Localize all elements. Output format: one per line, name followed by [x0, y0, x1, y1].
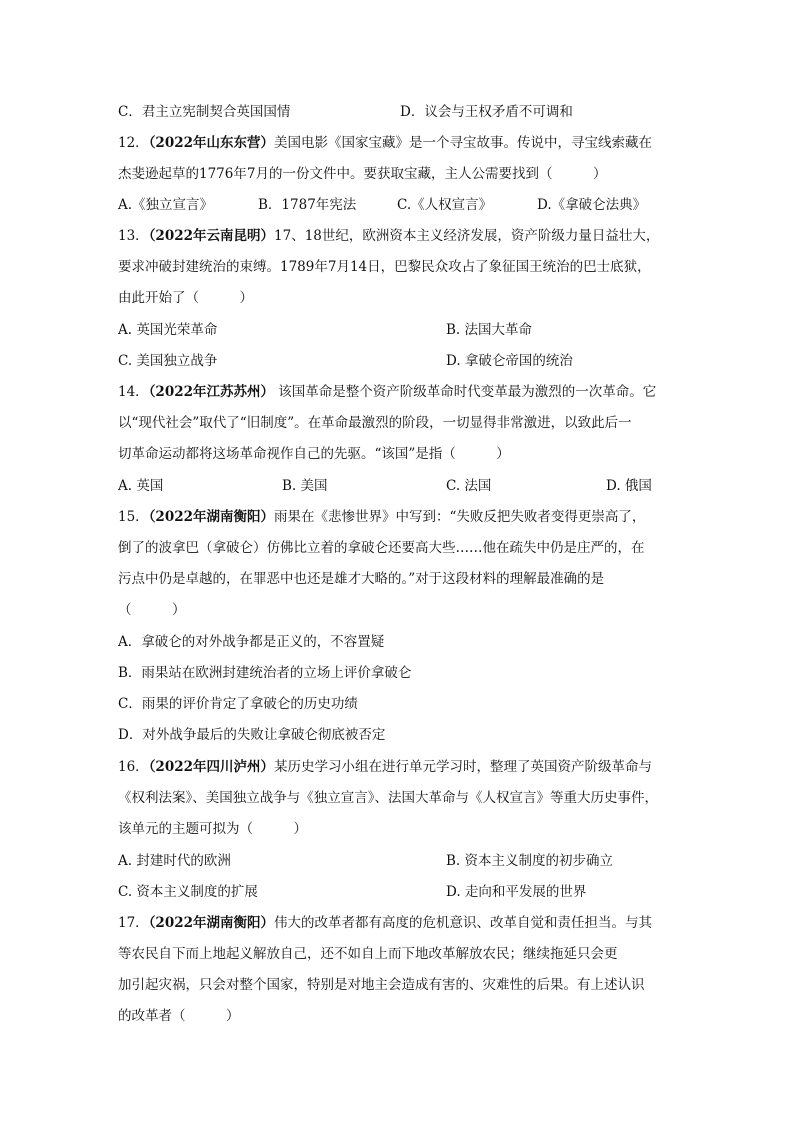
- q16-option-b: B. 资本主义制度的初步确立: [446, 853, 614, 869]
- q12-option-c: C.《人权宣言》: [397, 197, 493, 213]
- q15-option-b: B．雨果站在欧洲封建统治者的立场上评价拿破仑: [118, 665, 412, 681]
- q16-source: （2022年四川泸州）: [148, 759, 275, 775]
- q17-source: （2022年湖南衡阳）: [148, 915, 275, 931]
- q13-option-a: A. 英国光荣革命: [118, 322, 218, 338]
- q13-stem-line1: [118, 226, 659, 246]
- q14-option-c: C. 法国: [446, 478, 492, 494]
- q15-option-c: C．雨果的评价肯定了拿破仑的历史功绩: [118, 696, 358, 712]
- q15-stem-line4: （ ）: [118, 602, 186, 618]
- q16-stem-line1: [118, 757, 652, 777]
- q17-stem-text: 伟大的改革者都有高度的危机意识、改革自觉和责任担当。与其: [274, 915, 653, 931]
- q11-option-d: D．议会与王权矛盾不可调和: [400, 104, 573, 120]
- q14-stem-line3: 切革命运动都将这场革命视作自己的先驱。“该国”是指（ ）: [118, 446, 510, 462]
- q16-stem-text: 某历史学习小组在进行单元学习时，整理了英国资产阶级革命与: [274, 759, 653, 775]
- q16-option-d: D. 走向和平发展的世界: [446, 884, 587, 900]
- q12-stem-text: 美国电影《国家宝藏》是一个寻宝故事。传说中，寻宝线索藏在: [274, 135, 653, 151]
- q15-stem-line1: [118, 507, 645, 527]
- q14-option-b: B. 美国: [282, 478, 328, 494]
- q15-option-a: A．拿破仑的对外战争都是正义的，不容置疑: [118, 634, 385, 650]
- q17-stem-line2: 等农民自下而上地起义解放自己，还不如自上而下地改革解放农民；继续拖延只会更: [118, 946, 618, 962]
- q13-option-d: D. 拿破仑帝国的统治: [446, 353, 573, 369]
- q14-number: 14．: [118, 384, 149, 400]
- q13-stem-line3: 由此开始了（ ）: [118, 290, 253, 306]
- q16-number: 16．: [118, 759, 149, 775]
- q11-option-c: C．君主立宪制契合英国国情: [118, 104, 291, 120]
- q12-number: 12．: [118, 135, 149, 151]
- q13-stem-line2: 要求冲破封建统治的束缚。1789年7月14日，巴黎民众攻占了象征国王统治的巴士底狱，: [118, 259, 651, 275]
- q15-stem-line2: 倒了的波拿巴（拿破仑）仿佛比立着的拿破仑还要高大些……他在疏失中仍是庄严的，在: [118, 540, 645, 556]
- q14-stem-text: 该国革命是整个资产阶级革命时代变革最为激烈的一次革命。它: [274, 384, 657, 400]
- q15-source: （2022年湖南衡阳）: [148, 509, 275, 525]
- q12-stem-line1: [118, 133, 652, 153]
- q13-option-c: C. 美国独立战争: [118, 353, 218, 369]
- q15-number: 15．: [118, 509, 149, 525]
- q12-stem-line2: 杰斐逊起草的1776年7月的一份文件中。要获取宝藏，主人公需要找到（ ）: [118, 166, 607, 182]
- q14-option-d: D. 俄国: [606, 478, 652, 494]
- q13-number: 13．: [118, 228, 149, 244]
- q14-option-a: A. 英国: [118, 478, 164, 494]
- q17-number: 17．: [118, 915, 149, 931]
- q12-option-d: D.《拿破仑法典》: [537, 197, 647, 213]
- q14-source: （2022年江苏苏州）: [148, 384, 275, 400]
- q13-stem-text: 17、18世纪，欧洲资本主义经济发展，资产阶级力量日益壮大，: [274, 228, 660, 244]
- q16-stem-line2: 《权利法案》、美国独立战争与《独立宣言》、法国大革命与《人权宣言》等重大历史事件，: [118, 790, 658, 806]
- q17-stem-line4: 的改革者（ ）: [118, 1008, 240, 1024]
- q16-option-a: A. 封建时代的欧洲: [118, 853, 231, 869]
- q13-source: （2022年云南昆明）: [148, 228, 275, 244]
- q14-stem-line1: [118, 382, 656, 402]
- q15-stem-line3: 污点中仍是卓越的，在罪恶中也还是雄才大略的。”对于这段材料的理解最准确的是: [118, 571, 605, 587]
- q15-stem-text: 雨果在《悲惨世界》中写到：“失败反把失败者变得更崇高了，: [274, 509, 646, 525]
- q16-stem-line3: 该单元的主题可拟为（ ）: [118, 821, 307, 837]
- q16-option-c: C. 资本主义制度的扩展: [118, 884, 258, 900]
- q13-option-b: B. 法国大革命: [446, 322, 533, 338]
- q17-stem-line1: [118, 913, 652, 933]
- q17-stem-line3: 加引起灾祸，只会对整个国家，特别是对地主会造成有害的、灾难性的后果。有上述认识: [118, 977, 645, 993]
- q12-option-a: A.《独立宣言》: [118, 197, 214, 213]
- q15-option-d: D．对外战争最后的失败让拿破仑彻底被否定: [118, 727, 386, 743]
- q12-option-b: B．1787年宪法: [258, 197, 357, 213]
- q14-stem-line2: 以“现代社会”取代了“旧制度”。在革命最激烈的阶段，一切显得非常激进，以致此后一: [118, 415, 632, 431]
- q12-source: （2022年山东东营）: [148, 135, 275, 151]
